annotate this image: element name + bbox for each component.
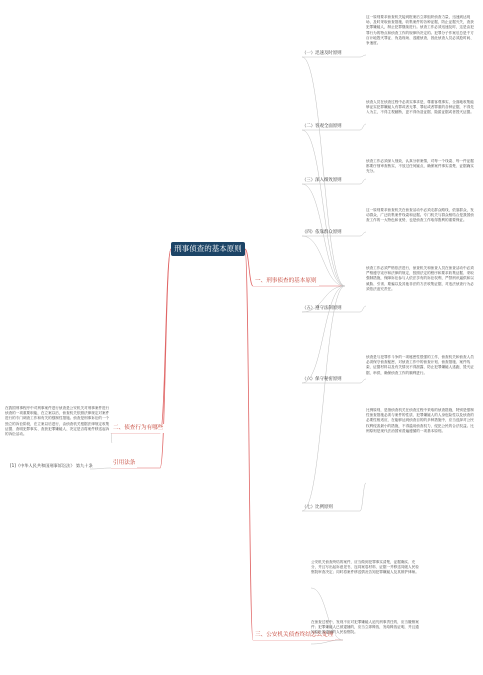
principle-text-2: 侦查人员在侦查过程中必须实事求是，尊重客观事实，全面地收集能够证实犯罪嫌疑人有罪或者无罪、罪轻或者罪重的各种证据，不得先入为主，不得主观臆断，更不得伪造证据、隐匿证据或者毁灭证据。 [366, 100, 474, 115]
handling-text-1: 公安机关侦查终结的案件，应当做到犯罪事实清楚，证据确实、充分，并且写出起诉意见书，连同案卷材料、证据一并移送同级人民检察院审查决定；同时将案件移送情况告知犯罪嫌疑人及其辩护律师。 [311, 560, 419, 575]
connector-cat1-p2 [302, 130, 345, 286]
handling-text-2: 在侦查过程中，发现不应对犯罪嫌疑人追究刑事责任的，应当撤销案件；犯罪嫌疑人已被逮捕的，应当立即释放，发给释放证明，并且通知原批准逮捕的人民检察院。 [311, 620, 419, 635]
connector-cat1-p7 [302, 286, 345, 511]
connector-center-cat2 [160, 249, 171, 433]
principle-label-7[interactable]: （七）比例原则 [302, 505, 333, 510]
connector-center-cat3 [245, 249, 253, 640]
branch-basic-principles[interactable]: 一、刑事侦查的基本原则 [255, 278, 317, 284]
principle-text-4: 这一原则要求侦查机关在侦查活动中必须走群众路线，依靠群众，发动群众，广泛收集案件线索和证据。专门机关与群众相结合是我国侦查工作的一大特色和优势，也是侦查工作取得胜利的重要保证。 [366, 208, 474, 223]
branch-investigation-acts[interactable]: 二、侦查行为有哪些 [113, 425, 164, 431]
principle-text-7: 比例原则，是指侦查机关在侦查过程中采取的侦查措施，特别是强制性侦查措施必须与案件的性质、犯罪嫌疑人的人身危险性以及侦查的必要性相适应，在能够达到侦查目的的多种措施中，应当选择对公民权利侵害最小的措施，不得滥用侦查权力，侵犯公民的合法权益。比例原则是现代法治国家普遍遵循的一项基本原则。 [366, 408, 474, 433]
principle-text-1: 这一原则要求侦查机关接到报案后立即组织侦查力量，迅速到达现场，及时采取侦查措施，收集案件的各种证据，防止证据灭失，查获犯罪嫌疑人，制止犯罪继续进行。侦查工作必须迅速及时，这是由犯罪行为的特点和侦查工作的规律所决定的。犯罪分子作案后总是千方百计地毁灭罪证、伪造现场、逃避侦查，因此侦查人员必须抢时间、争速度。 [366, 15, 474, 46]
central-topic[interactable]: 刑事侦查的基本原则 [171, 242, 245, 256]
principle-text-3: 侦查工作必须深入细致，认真分析案情，对每一个线索、每一件证据都要仔细审查核实，不放过任何疑点，确保案件事实清楚、证据确实充分。 [366, 159, 474, 174]
branch-cited-law[interactable]: 引用法条 [113, 460, 136, 466]
principle-label-2[interactable]: （二）客观全面原则 [302, 124, 342, 129]
connector-cat1-p1 [302, 57, 345, 286]
principle-text-6: 侦查是与犯罪作斗争的一项秘密性很强的工作，侦查机关和侦查人员必须保守侦查秘密，对侦查工作中的侦查计划、侦查措施、案件线索、证据材料以及有关情况不得泄露，防止犯罪嫌疑人逃跑、毁灭证据、串供，确保侦查工作的顺利进行。 [366, 355, 474, 375]
definition-text: 在我国刑事程序中对刑事案件进行侦查是公安机关对刑事案件进行侦查的一项重要职能，在立案以后，侦查机关依照法律规定对案件进行的专门调查工作和有关的强制性措施。侦查是刑事诉讼的一个独立的诉讼阶段，在立案以后进行，由侦查机关根据法律规定收集证据、查明犯罪事实、查获犯罪嫌疑人、决定是否将案件移送起诉的诉讼活动。 [5, 406, 110, 437]
principle-label-1[interactable]: （一）迅速及时原则 [302, 51, 342, 56]
cited-law-text: [1]《中华人民共和国刑事诉讼法》 第九十条 [10, 463, 93, 468]
connector-center-cite [160, 249, 171, 468]
principle-label-3[interactable]: （三）深入细致原则 [302, 178, 342, 183]
principle-text-5: 侦查工作必须严格依法进行，侦查机关和侦查人员在侦查活动中必须严格遵守宪序和法律的规定，按照法定的程序和要求收集证据、采取强制措施，保障诉讼参与人依法享有的诉讼权利，严禁刑讯逼供和以威胁、引诱、欺骗以及其他非法的方法收集证据，对违法侦查行为必须依法追究责任。 [366, 266, 474, 291]
connector-cat1-p6 [302, 286, 345, 383]
principle-label-4[interactable]: （四）依靠群众原则 [302, 230, 342, 235]
branch-investigation-closure[interactable]: 三、公安机关侦查终结怎么处理 [255, 632, 334, 638]
connector-center-cat1 [245, 249, 253, 286]
principle-label-6[interactable]: （六）保守秘密原则 [302, 377, 342, 382]
principle-label-5[interactable]: （五）遵守法制原则 [302, 306, 342, 311]
